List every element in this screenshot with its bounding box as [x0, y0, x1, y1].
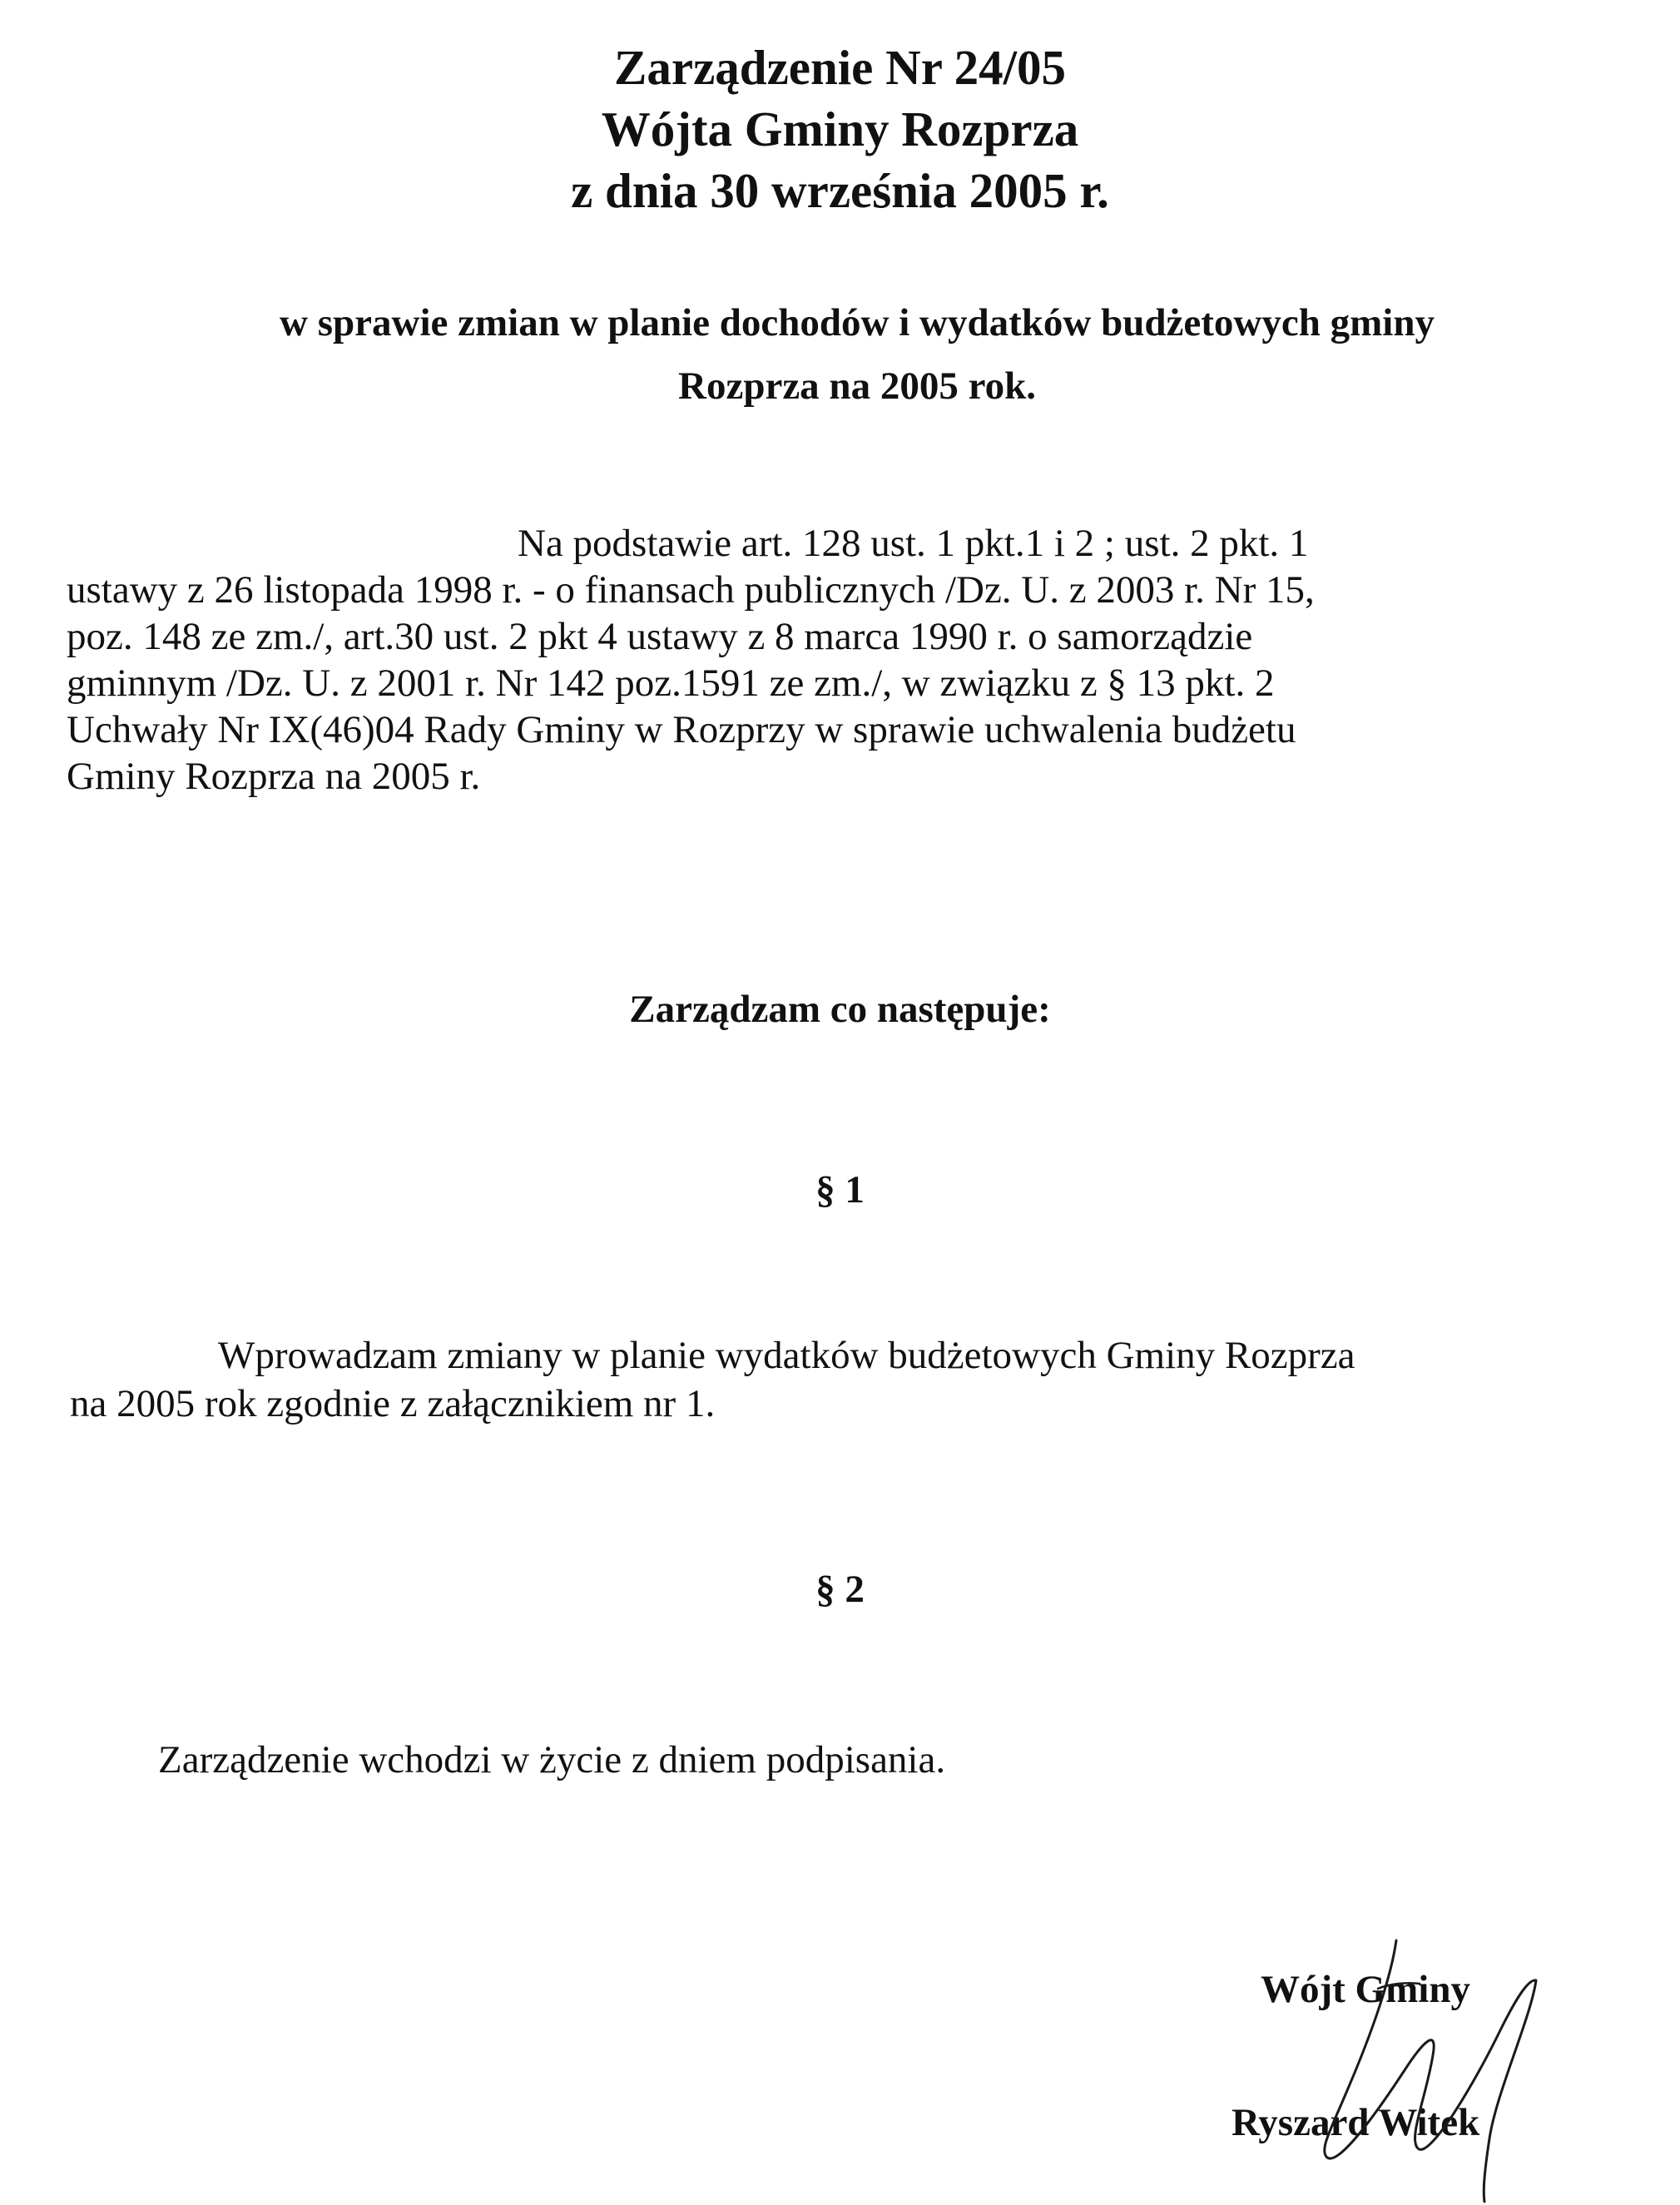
title-line-date: z dnia 30 września 2005 r.	[571, 163, 1109, 218]
handwritten-signature	[1298, 1930, 1564, 2205]
legal-basis-line: poz. 148 ze zm./, art.30 ust. 2 pkt 4 ustawy z 8 marca 1990 r. o samorządzie	[67, 615, 1253, 658]
legal-basis-line: gminnym /Dz. U. z 2001 r. Nr 142 poz.1591 ze zm./, w związku z § 13 pkt. 2	[67, 662, 1275, 705]
subject-line-1: w sprawie zmian w planie dochodów i wydatków budżetowych gminy	[280, 301, 1435, 344]
section-1-line: Wprowadzam zmiany w planie wydatków budżetowych Gminy Rozprza	[218, 1334, 1355, 1377]
signatory-title: Wójt Gminy	[1261, 1968, 1470, 2011]
section-mark-1: § 1	[815, 1168, 865, 1212]
section-1-text	[70, 1331, 1634, 1428]
section-1-line: na 2005 rok zgodnie z załącznikiem nr 1.	[70, 1382, 716, 1425]
section-mark-2: § 2	[815, 1568, 865, 1611]
document-title	[0, 37, 1680, 221]
legal-basis-line: Gminy Rozprza na 2005 r.	[67, 755, 481, 798]
legal-basis-paragraph	[67, 520, 1614, 800]
legal-basis-line: Na podstawie art. 128 ust. 1 pkt.1 i 2 ; ust. 2 pkt. 1	[518, 522, 1309, 565]
declaration-heading: Zarządzam co następuje:	[629, 988, 1051, 1031]
signatory-name: Ryszard Witek	[1232, 2101, 1480, 2144]
legal-basis-line: Uchwały Nr IX(46)04 Rady Gminy w Rozprzy w sprawie uchwalenia budżetu	[67, 708, 1296, 751]
section-2-text: Zarządzenie wchodzi w życie z dniem podpisania.	[158, 1738, 946, 1781]
legal-basis-line: ustawy z 26 listopada 1998 r. - o finansach publicznych /Dz. U. z 2003 r. Nr 15,	[67, 568, 1315, 612]
subject-line-2: Rozprza na 2005 rok.	[678, 364, 1036, 408]
document-subject	[75, 291, 1639, 418]
title-line-issuer: Wójta Gminy Rozprza	[601, 102, 1079, 156]
title-line-ordinance-number: Zarządzenie Nr 24/05	[614, 40, 1066, 95]
